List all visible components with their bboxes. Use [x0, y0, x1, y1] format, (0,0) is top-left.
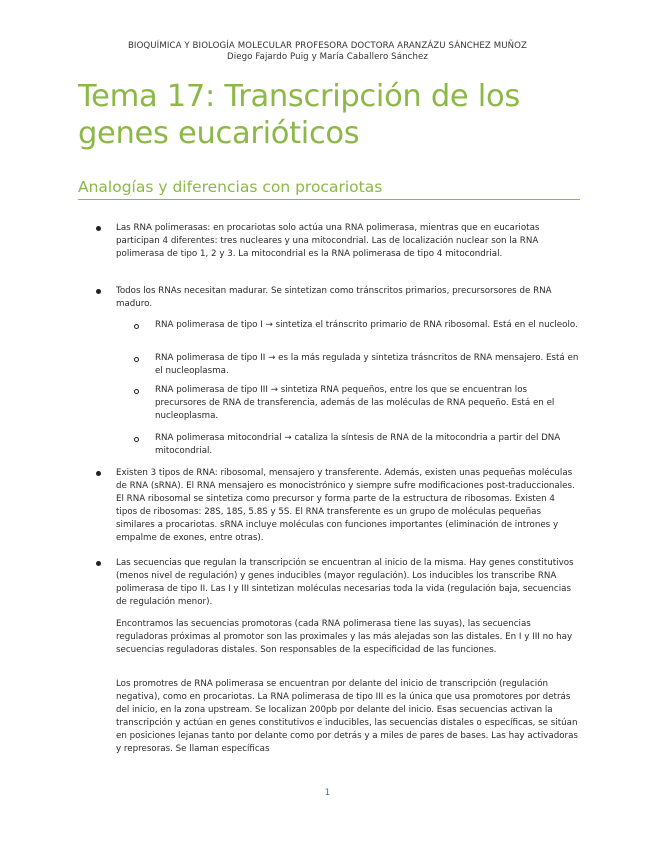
sub-bullet-marker — [134, 389, 139, 394]
bullet-marker — [96, 289, 101, 294]
sub-bullet-text: RNA polimerasa de tipo I → sintetiza el tránscrito primario de RNA ribosomal. Está en el nucleolo. — [155, 320, 578, 330]
bullet-marker — [96, 471, 101, 476]
bullet-marker — [96, 226, 101, 231]
sub-bullet-marker — [134, 357, 139, 362]
header-authors-line: Diego Fajardo Puig y María Caballero Sánchez — [226, 52, 429, 62]
sub-bullet-marker — [134, 324, 139, 329]
body-paragraph: Los promotres de RNA polimerasa se encuentran por delante del inicio de transcripción (regulación negativa), como en procariotas. La RNA polimerasa de tipo III es la única que usa promotores por detrás del inicio, en la zona upstream. Se localizan 200pb por delante del inicio. Esas secuencias activan la transcripción y actúan en genes constitutivos e inducibles, las secuencias distales o específicas, se sitúan en posiciones lejanas tanto por delante como por detrás y a miles de pares de bases. Las hay activadoras y represoras. Se llaman específicas — [116, 679, 578, 754]
sub-bullet-text: RNA polimerasa de tipo II → es la más regulada y sintetiza trásncritos de RNA mensajero. Está en el nucleoplasma. — [155, 353, 579, 376]
bullet-text: Las secuencias que regulan la transcripción se encuentran al inicio de la misma. Hay genes constitutivos (menos nivel de regulación) y genes inducibles (mayor regulación). Los inducibles los transcribe RNA polimerasa de tipo II. Las I y III sintetizan moléculas necesarias toda la vida (regulación baja, secuencias de regulación menor). — [116, 558, 574, 607]
sub-bullet-text: RNA polimerasa de tipo III → sintetiza RNA pequeños, entre los que se encuentran los precursores de RNA de transferencia, además de las moléculas de RNA pequeño. Está en el nucleoplasma. — [155, 385, 555, 421]
bullet-marker — [96, 561, 101, 566]
page-number: 1 — [324, 788, 331, 798]
section-heading: Analogías y diferencias con procariotas — [78, 178, 383, 196]
body-paragraph: Encontramos las secuencias promotoras (cada RNA polimerasa tiene las suyas), las secuencias reguladoras próximas al promotor son las proximales y las más alejadas son las distales. En I y III no hay secuencias reguladoras distales. Son responsables de la especificidad de las funciones. — [116, 619, 573, 655]
bullet-text: Existen 3 tipos de RNA: ribosomal, mensajero y transferente. Además, existen unas pequeñas moléculas de RNA (sRNA). El RNA mensajero es monocistrónico y siempre sufre modificaciones post-traduccionales. El RNA ribosomal se sintetiza como precursor y forma parte de la estructura de ribosomas. Existen 4 tipos de ribosomas: 28S, 18S, 5.8S y 5S. El RNA transferente es un grupo de moléculas pequeñas similares a procariotas. sRNA incluye moléculas con funciones importantes (eliminación de intrones y empalme de exones, entre otras). — [116, 468, 575, 543]
sub-bullet-text: RNA polimerasa mitocondrial → cataliza la síntesis de RNA de la mitocondria a partir del DNA mitocondrial. — [155, 433, 561, 456]
section-divider — [78, 199, 580, 200]
document-header — [0, 41, 655, 63]
bullet-text: Todos los RNAs necesitan madurar. Se sintetizan como tránscritos primarios, precursorsores de RNA maduro. — [116, 286, 552, 309]
document-title: Tema 17: Transcripción de los genes eucarióticos — [78, 79, 520, 151]
sub-bullet-marker — [134, 437, 139, 442]
bullet-text: Las RNA polimerasas: en procariotas solo actúa una RNA polimerasa, mientras que en eucariotas participan 4 diferentes: tres nucleares y una mitocondrial. Las de localización nuclear son la RNA polimerasa de tipo 1, 2 y 3. La mitocondrial es la RNA polimerasa de tipo 4 mitocondrial. — [116, 223, 540, 259]
header-course-line: BIOQUÍMICA Y BIOLOGÍA MOLECULAR PROFESORA DOCTORA ARANZÁZU SÁNCHEZ MUÑOZ — [127, 41, 528, 51]
